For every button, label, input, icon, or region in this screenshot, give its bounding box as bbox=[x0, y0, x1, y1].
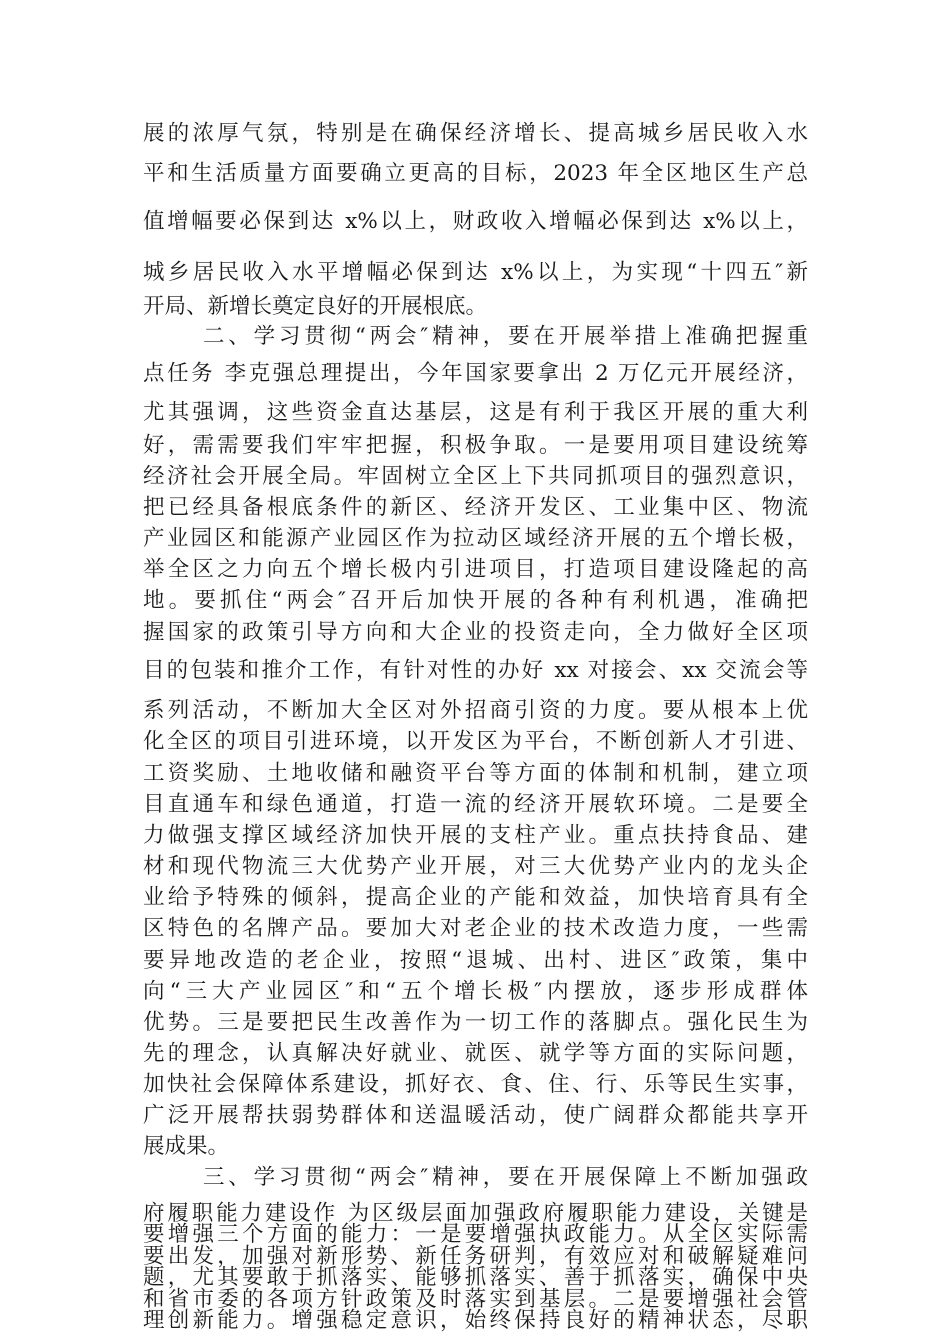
text-line: 值增幅要必保到达 x%以上，财政收入增幅必保到达 x%以上， bbox=[143, 209, 808, 234]
text-line: 材和现代物流三大优势产业开展，对三大优势产业内的龙头企 bbox=[143, 854, 808, 879]
text-line: 经济社会开展全局。牢固树立全区上下共同抓项目的强烈意识， bbox=[143, 464, 808, 489]
text-line: 优势。三是要把民生改善作为一切工作的落脚点。强化民生为 bbox=[143, 1010, 808, 1035]
text-line: 产业园区和能源产业园区作为拉动区域经济开展的五个增长极， bbox=[143, 526, 808, 551]
text-line: 展的浓厚气氛，特别是在确保经济增长、提高城乡居民收入水 bbox=[143, 121, 808, 146]
text-line: 开局、新增长奠定良好的开展根底。 bbox=[143, 294, 488, 319]
text-line: 要异地改造的老企业，按照“退城、出村、进区″政策，集中 bbox=[143, 948, 808, 973]
text-line: 向“三大产业园区″和“五个增长极″内摆放，逐步形成群体 bbox=[143, 979, 808, 1004]
text-line: 握国家的政策引导方向和大企业的投资走向，全力做好全区项 bbox=[143, 620, 808, 645]
text-line: 题，尤其要敢于抓落实、能够抓落实、善于抓落实，确保中央 bbox=[143, 1265, 808, 1290]
text-line: 地。要抓住“两会″召开后加快开展的各种有利机遇，准确把 bbox=[143, 588, 808, 613]
text-line: 理创新能力。增强稳定意识，始终保持良好的精神状态，尽职 bbox=[143, 1308, 808, 1333]
text-line: 目的包装和推介工作，有针对性的办好 xx 对接会、xx 交流会等 bbox=[143, 658, 808, 683]
text-line: 点任务 李克强总理提出，今年国家要拿出 2 万亿元开展经济， bbox=[143, 361, 808, 386]
section-heading-line: 三、学习贯彻“两会″精神，要在开展保障上不断加强政 bbox=[203, 1165, 808, 1190]
text-line: 化全区的项目引进环境，以开发区为平台，不断创新人才引进、 bbox=[143, 729, 808, 754]
text-line: 加快社会保障体系建设，抓好衣、食、住、行、乐等民生实事， bbox=[143, 1072, 808, 1097]
text-line: 城乡居民收入水平增幅必保到达 x%以上，为实现“十四五″新 bbox=[143, 260, 808, 285]
text-line: 力做强支撑区域经济加快开展的支柱产业。重点扶持食品、建 bbox=[143, 823, 808, 848]
text-line: 和省市委的各项方针政策及时落实到基层。二是要增强社会管 bbox=[143, 1287, 808, 1312]
text-line: 目直通车和绿色通道，打造一流的经济开展软环境。二是要全 bbox=[143, 792, 808, 817]
text-line: 广泛开展帮扶弱势群体和送温暖活动，使广阔群众都能共享开 bbox=[143, 1103, 808, 1128]
text-line: 要出发，加强对新形势、新任务研判，有效应对和破解疑难问 bbox=[143, 1244, 808, 1269]
text-line: 府履职能力建设作 为区级层面加强政府履职能力建设，关键是 bbox=[143, 1201, 808, 1226]
section-heading-line: 二、学习贯彻“两会″精神，要在开展举措上准确把握重 bbox=[203, 324, 808, 349]
text-line: 区特色的名牌产品。要加大对老企业的技术改造力度，一些需 bbox=[143, 916, 808, 941]
text-line: 业给予特殊的倾斜，提高企业的产能和效益，加快培育具有全 bbox=[143, 885, 808, 910]
text-line: 工资奖励、土地收储和融资平台等方面的体制和机制，建立项 bbox=[143, 761, 808, 786]
text-line: 把已经具备根底条件的新区、经济开发区、工业集中区、物流 bbox=[143, 495, 808, 520]
text-line: 平和生活质量方面要确立更高的目标，2023 年全区地区生产总 bbox=[143, 161, 808, 186]
text-line: 先的理念，认真解决好就业、就医、就学等方面的实际问题， bbox=[143, 1041, 808, 1066]
text-line: 系列活动，不断加大全区对外招商引资的力度。要从根本上优 bbox=[143, 698, 808, 723]
text-line: 举全区之力向五个增长极内引进项目，打造项目建设隆起的高 bbox=[143, 557, 808, 582]
text-line: 尤其强调，这些资金直达基层，这是有利于我区开展的重大利 bbox=[143, 400, 808, 425]
text-line: 展成果。 bbox=[143, 1134, 230, 1159]
text-line: 好，需需要我们牢牢把握，积极争取。一是要用项目建设统筹 bbox=[143, 433, 808, 458]
text-line: 要增强三个方面的能力：一是要增强执政能力。从全区实际需 bbox=[143, 1222, 808, 1247]
